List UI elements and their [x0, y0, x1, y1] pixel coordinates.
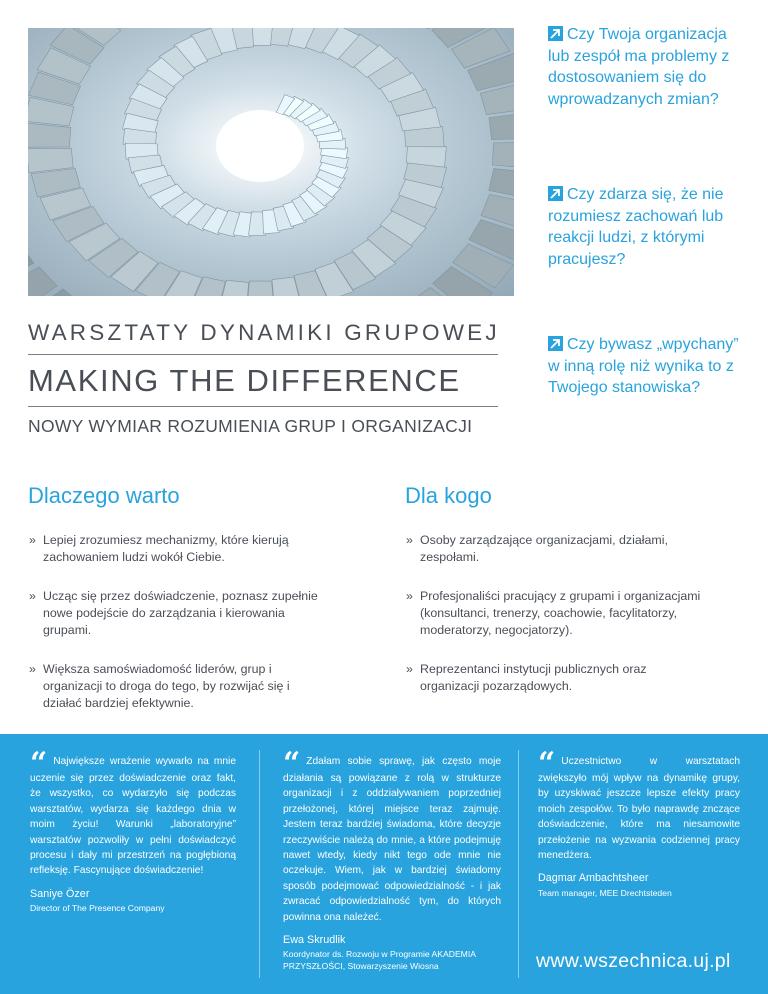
- hero-image-spiral-staircase: [28, 28, 514, 296]
- question-1-text: Czy Twoja organizacja lub zespół ma problemy z dostosowaniem się do wprowadzanych zmian?: [548, 26, 730, 108]
- quote-icon: “: [283, 746, 299, 781]
- who-heading: Dla kogo: [405, 483, 492, 508]
- testimonials-band: [0, 734, 768, 994]
- spiral-staircase-illustration: [28, 28, 514, 296]
- testimonial-author: Saniye Özer: [30, 887, 90, 900]
- question-2-text: Czy zdarza się, że nie rozumiesz zachowań lub reakcji ludzi, z którymi pracujesz?: [548, 186, 724, 268]
- page-title: MAKING THE DIFFERENCE: [28, 363, 461, 398]
- why-item: » Ucząc się przez doświadczenie, poznasz zupełnie nowe podejście do zarządzania i kierowania grupami.: [28, 588, 328, 639]
- testimonial-role: Koordynator ds. Rozwoju w Programie AKADEMIA PRZYSZŁOŚCI, Stowarzyszenie Wiosna: [283, 949, 476, 972]
- quote-icon: “: [30, 746, 46, 781]
- why-section: [28, 482, 328, 734]
- testimonial-quote: Największe wrażenie wywarło na mnie uczenie się przez doświadczenie oraz fakt, że wszystko, co wydarzyło się podczas warsztatów, wydarza się każdego dnia w moim życiu! Warunki „laboratoryjne” warsztatów pozwoliły w pełni doświadczyć procesu i dały mi przestrzeń na pogłębioną refleksję. Fascynujące doświadczenie!: [30, 756, 236, 877]
- arrow-up-right-icon: [548, 336, 563, 351]
- testimonial-author: Ewa Skrudlik: [283, 934, 346, 947]
- question-2: [548, 184, 748, 270]
- title-rule-bottom: [28, 406, 498, 407]
- why-item: » Większa samoświadomość liderów, grup i organizacji to droga do tego, by rozwijać się i działać bardziej efektywnie.: [28, 661, 328, 712]
- divider: [259, 750, 260, 978]
- why-heading: Dlaczego warto: [28, 483, 180, 508]
- quote-icon: “: [538, 746, 554, 781]
- testimonial-2: [283, 746, 501, 972]
- why-item: » Lepiej zrozumiesz mechanizmy, które kierują zachowaniem ludzi wokół Ciebie.: [28, 532, 328, 566]
- testimonial-quote: Uczestnictwo w warsztatach zwiększyło mój wpływ na dynamikę grupy, by uzyskiwać jeszcze lepsze efekty pracy moich zespołów. To było naprawdę znczące doświadczenie, które ma niesamowite przełożenie na wyzwania codziennej pracy menedżera.: [538, 756, 740, 862]
- website-link[interactable]: www.wszechnica.uj.pl: [536, 950, 731, 972]
- who-item: » Profesjonaliści pracujący z grupami i organizacjami (konsultanci, trenerzy, coachowie, facylitatorzy, moderatorzy, negocjatorzy).: [405, 588, 705, 639]
- who-item: » Osoby zarządzające organizacjami, działami, zespołami.: [405, 532, 705, 566]
- arrow-up-right-icon: [548, 186, 563, 201]
- page-subtitle: NOWY WYMIAR ROZUMIENIA GRUP I ORGANIZACJI: [28, 416, 473, 436]
- testimonial-role: Team manager, MEE Drechtsteden: [538, 887, 672, 898]
- divider: [518, 750, 519, 978]
- question-3: [548, 334, 748, 399]
- question-1: [548, 24, 748, 110]
- title-kicker: WARSZTATY DYNAMIKI GRUPOWEJ: [28, 320, 500, 345]
- title-block: [28, 318, 498, 438]
- arrow-up-right-icon: [548, 26, 563, 41]
- title-rule-top: [28, 354, 498, 355]
- testimonial-3: [538, 746, 740, 899]
- question-3-text: Czy bywasz „wpychany” w inną rolę niż wynika to z Twojego stanowiska?: [548, 336, 739, 396]
- who-section: [405, 482, 705, 717]
- who-item: » Reprezentanci instytucji publicznych oraz organizacji pozarządowych.: [405, 661, 705, 695]
- testimonial-role: Director of The Presence Company: [30, 903, 165, 914]
- testimonial-quote: Zdałam sobie sprawę, jak często moje działania są powiązane z rolą w strukturze organizacji i z oddziaływaniem poprzedniej przełożonej, której miejsce teraz zajmuję. Jestem teraz bardziej świadoma, które decyzje rzeczywiście należą do mnie, a które podejmuję nawet wtedy, kiedy nikt tego ode mnie nie oczekuje. Wiem, jak w bardziej świadomy sposób podejmować odpowiedzialność - i jak zwracać odpowiedzialność tym, do których powinna ona należeć.: [283, 756, 501, 923]
- testimonial-1: [30, 746, 236, 914]
- testimonial-author: Dagmar Ambachtsheer: [538, 872, 649, 885]
